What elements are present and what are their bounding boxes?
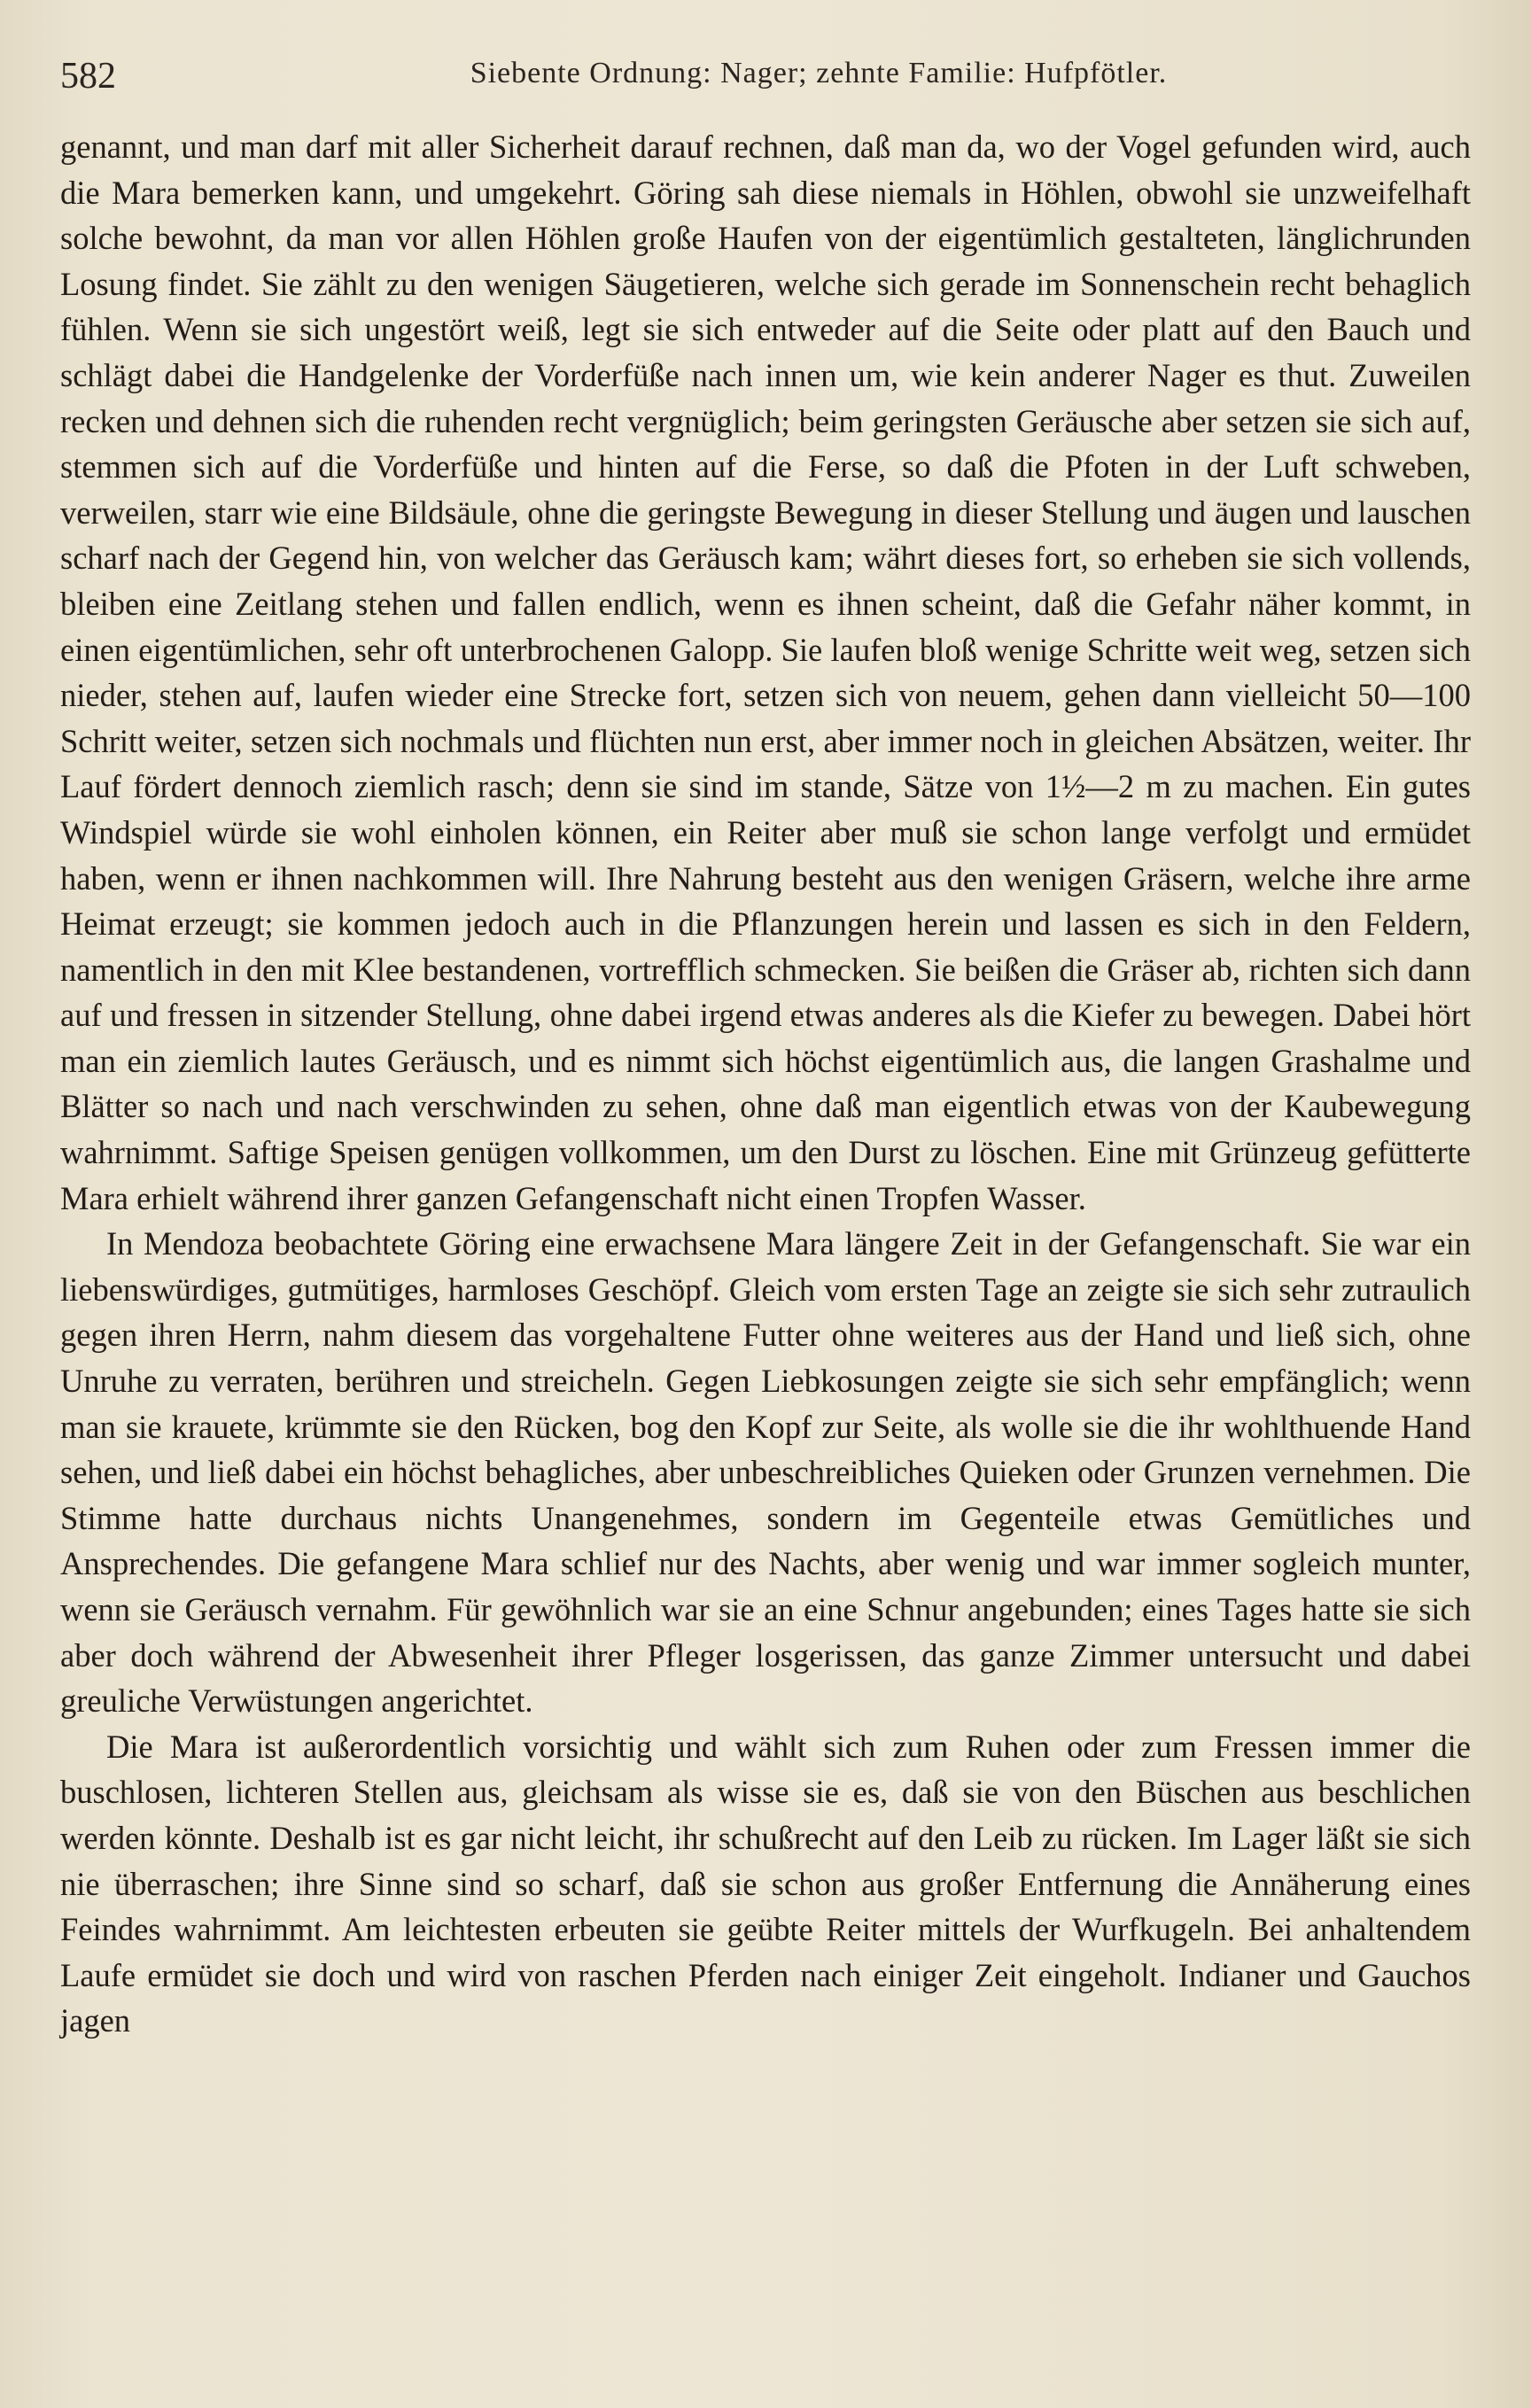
paragraph-1: genannt, und man darf mit aller Sicherheit darauf rechnen, daß man da, wo der Vogel gefunden wird, auch die Mara bemerken kann, und umgekehrt. Göring sah diese niemals in Höhlen, obwohl sie unzweifelhaft solche bewohnt, da man vor allen Höhlen große Haufen von der eigentümlich gestalteten, länglichrunden Losung findet. Sie zählt zu den wenigen Säugetieren, welche sich gerade im Sonnenschein recht behaglich fühlen. Wenn sie sich ungestört weiß, legt sie sich entweder auf die Seite oder platt auf den Bauch und schlägt dabei die Handgelenke der Vorderfüße nach innen um, wie kein anderer Nager es thut. Zuweilen recken und dehnen sich die ruhenden recht vergnüglich; beim geringsten Geräusche aber setzen sie sich auf, stemmen sich auf die Vorderfüße und hinten auf die Ferse, so daß die Pfoten in der Luft schweben, verweilen, starr wie eine Bildsäule, ohne die geringste Bewegung in dieser Stellung und äugen und lauschen scharf nach der Gegend hin, von welcher das Geräusch kam; währt dieses fort, so erheben sie sich vollends, bleiben eine Zeitlang stehen und fallen endlich, wenn es ihnen scheint, daß die Gefahr näher kommt, in einen eigentümlichen, sehr oft unterbrochenen Galopp. Sie laufen bloß wenige Schritte weit weg, setzen sich nieder, stehen auf, laufen wieder eine Strecke fort, setzen sich von neuem, gehen dann vielleicht 50—100 Schritt weiter, setzen sich nochmals und flüchten nun erst, aber immer noch in gleichen Absätzen, weiter. Ihr Lauf fördert dennoch ziemlich rasch; denn sie sind im stande, Sätze von 1½—2 m zu machen. Ein gutes Windspiel würde sie wohl einholen können, ein Reiter aber muß sie schon lange verfolgt und ermüdet haben, wenn er ihnen nachkommen will. Ihre Nahrung besteht aus den wenigen Gräsern, welche ihre arme Heimat erzeugt; sie kommen jedoch auch in die Pflanzungen herein und lassen es sich in den Feldern, namentlich in den mit Klee bestandenen, vortrefflich schmecken. Sie beißen die Gräser ab, richten sich dann auf und fressen in sitzender Stellung, ohne dabei irgend etwas anderes als die Kiefer zu bewegen. Dabei hört man ein ziemlich lautes Geräusch, und es nimmt sich höchst eigentümlich aus, die langen Grashalme und Blätter so nach und nach verschwinden zu sehen, ohne daß man eigentlich etwas von der Kaubewegung wahrnimmt. Saftige Speisen genügen vollkommen, um den Durst zu löschen. Eine mit Grünzeug gefütterte Mara erhielt während ihrer ganzen Gefangenschaft nicht einen Tropfen Wasser. xyxy=(60,128,1471,1216)
body-text xyxy=(60,124,1471,2044)
paragraph-2: In Mendoza beobachtete Göring eine erwachsene Mara längere Zeit in der Gefangenschaft. Sie war ein liebenswürdiges, gutmütiges, harmloses Geschöpf. Gleich vom ersten Tage an zeigte sie sich sehr zutraulich gegen ihren Herrn, nahm diesem das vorgehaltene Futter ohne weiteres aus der Hand und ließ sich, ohne Unruhe zu verraten, berühren und streicheln. Gegen Liebkosungen zeigte sie sich sehr empfänglich; wenn man sie krauete, krümmte sie den Rücken, bog den Kopf zur Seite, als wolle sie die ihr wohlthuende Hand sehen, und ließ dabei ein höchst behagliches, aber unbeschreibliches Quieken oder Grunzen vernehmen. Die Stimme hatte durchaus nichts Unangenehmes, sondern im Gegenteile etwas Gemütliches und Ansprechendes. Die gefangene Mara schlief nur des Nachts, aber wenig und war immer sogleich munter, wenn sie Geräusch vernahm. Für gewöhnlich war sie an eine Schnur angebunden; eines Tages hatte sie sich aber doch während der Abwesenheit ihrer Pfleger losgerissen, das ganze Zimmer untersucht und dabei greuliche Verwüstungen angerichtet. xyxy=(60,1225,1471,1720)
running-head: Siebente Ordnung: Nager; zehnte Familie: Hufpfötler. xyxy=(470,57,1168,89)
page-header xyxy=(60,46,1471,108)
paragraph-3: Die Mara ist außerordentlich vorsichtig und wählt sich zum Ruhen oder zum Fressen immer die buschlosen, lichteren Stellen aus, gleichsam als wisse sie es, daß sie von den Büschen aus beschlichen werden könnte. Deshalb ist es gar nicht leicht, ihr schußrecht auf den Leib zu rücken. Im Lager läßt sie sich nie überraschen; ihre Sinne sind so scharf, daß sie schon aus großer Entfernung die Annäherung eines Feindes wahrnimmt. Am leichtesten erbeuten sie geübte Reiter mittels der Wurfkugeln. Bei anhaltendem Laufe ermüdet sie doch und wird von raschen Pferden nach einiger Zeit eingeholt. Indianer und Gauchos jagen xyxy=(60,1728,1471,2039)
page-number: 582 xyxy=(60,56,116,97)
